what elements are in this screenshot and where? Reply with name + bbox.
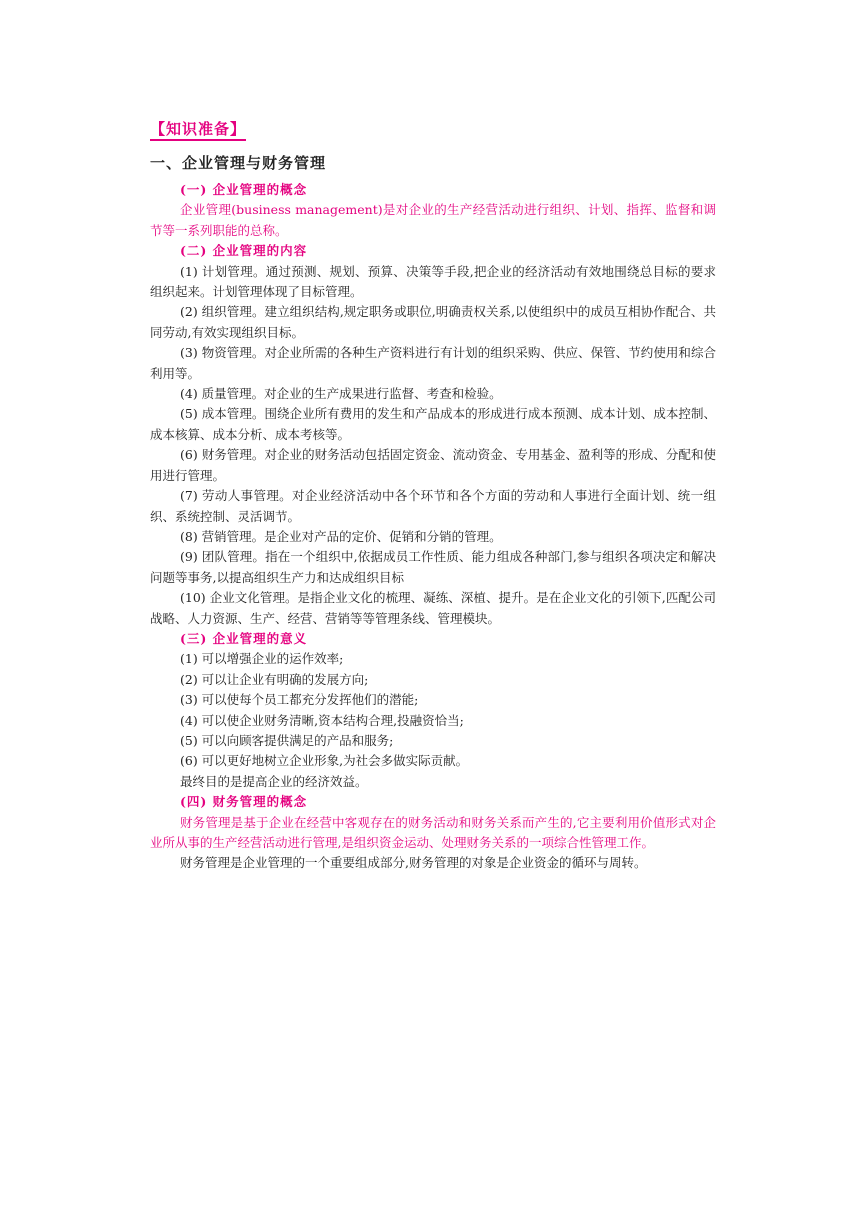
content-item: (4) 质量管理。对企业的生产成果进行监督、考查和检验。: [180, 386, 502, 402]
content-item: (10) 企业文化管理。是指企业文化的梳理、凝练、深植、提升。是在企业文化的引领下,匹配公司战略、人力资源、生产、经营、营销等等管理条线、管理模块。: [150, 590, 716, 626]
meaning-item: (4) 可以使企业财务清晰,资本结构合理,投融资恰当;: [180, 712, 464, 728]
content-item: (1) 计划管理。通过预测、规划、预算、决策等手段,把企业的经济活动有效地围绕总目标的要求组织起来。计划管理体现了目标管理。: [150, 263, 716, 300]
banner-bracket-close: 】: [230, 120, 247, 138]
concept-paragraph: 企业管理(business management)是对企业的生产经营活动进行组织、计划、指挥、监督和调节等一系列职能的总称。: [150, 202, 716, 238]
meaning-item: (5) 可以向顾客提供满足的产品和服务;: [180, 732, 394, 748]
content-item: (3) 物资管理。对企业所需的各种生产资料进行有计划的组织采购、供应、保管、节约使用和综合利用等。: [150, 345, 716, 381]
knowledge-banner: [150, 118, 246, 139]
finance-object-paragraph: 财务管理是企业管理的一个重要组成部分,财务管理的对象是企业资金的循环与周转。: [180, 855, 647, 871]
content-item: (6) 财务管理。对企业的财务活动包括固定资金、流动资金、专用基金、盈利等的形成、分配和使用进行管理。: [150, 447, 716, 483]
subsection-title-concept: (一) 企业管理的概念: [180, 182, 308, 197]
meaning-item: (3) 可以使每个员工都充分发挥他们的潜能;: [180, 692, 419, 708]
document-body: [150, 180, 716, 874]
meaning-conclusion: 最终目的是提高企业的经济效益。: [180, 773, 368, 789]
banner-label: 知识准备: [166, 120, 231, 138]
subsection-title-finance-concept: (四) 财务管理的概念: [180, 794, 308, 810]
content-item: (8) 营销管理。是企业对产品的定价、促销和分销的管理。: [180, 528, 502, 544]
content-item: (2) 组织管理。建立组织结构,规定职务或职位,明确责权关系,以使组织中的成员互相协作配合、共同劳动,有效实现组织目标。: [150, 304, 716, 340]
finance-concept-paragraph: 财务管理是基于企业在经营中客观存在的财务活动和财务关系而产生的,它主要利用价值形式对企业所从事的生产经营活动进行管理,是组织资金运动、处理财务关系的一项综合性管理工作。: [150, 814, 716, 850]
content-item: (7) 劳动人事管理。对企业经济活动中各个环节和各个方面的劳动和人事进行全面计划、统一组织、系统控制、灵活调节。: [150, 488, 716, 524]
meaning-item: (1) 可以增强企业的运作效率;: [180, 651, 344, 667]
content-item: (5) 成本管理。围绕企业所有费用的发生和产品成本的形成进行成本预测、成本计划、成本控制、成本核算、成本分析、成本考核等。: [150, 406, 716, 442]
meaning-item: (6) 可以更好地树立企业形象,为社会多做实际贡献。: [180, 753, 469, 769]
banner-bracket-open: 【: [150, 120, 167, 138]
meaning-item: (2) 可以让企业有明确的发展方向;: [180, 671, 369, 687]
subsection-title-meaning: (三) 企业管理的意义: [180, 630, 308, 646]
section-title: 一、企业管理与财务管理: [150, 154, 327, 172]
subsection-title-content: (二) 企业管理的内容: [180, 243, 308, 259]
content-item: (9) 团队管理。指在一个组织中,依据成员工作性质、能力组成各种部门,参与组织各项决定和解决问题等事务,以提高组织生产力和达成组织目标: [150, 549, 716, 585]
